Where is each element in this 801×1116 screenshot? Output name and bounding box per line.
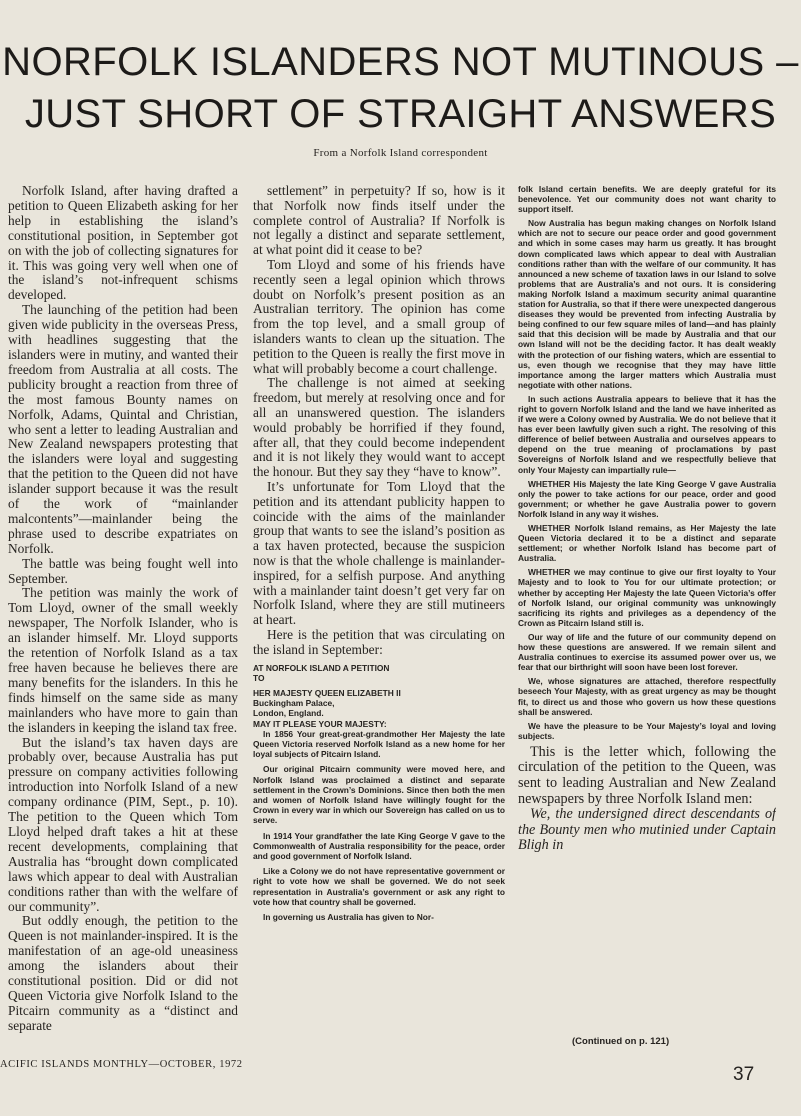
paragraph: Tom Lloyd and some of his friends have recently seen a legal opinion which throws doubt on Norfolk’s present position as an Australian territory. The opinion has come from the top level, and a small group of islanders wants to clean up the situation. The petition to the Queen is really the first move in what will probably become a court challenge. [253,256,505,376]
petition-paragraph: Like a Colony we do not have representative government or right to vote how we shall be governed. We do not seek representation in Australia’s government or ask any right to vote how that country shall be governed. [253,866,505,907]
headline [0,36,801,140]
petition-paragraph: folk Island certain benefits. We are deeply grateful for its benevolence. Yet our community does not want charity to support itself. [518,184,776,215]
article-column-3 [518,184,776,1024]
petition-paragraph: WHETHER His Majesty the late King George V gave Australia only the power to take actions for our peace, order and good government; or whether he gave Australia power to govern Norfolk Island in any way it wishes. [518,478,776,519]
petition-paragraph: WHETHER we may continue to give our first loyalty to Your Majesty and to look to You for our ultimate protection; or whether by accepting Her Majesty the late Queen Victoria’s offer of Norfolk Island, our original community was unknowingly sacrificing its rights and privileges as a dependency of the Crown as Pitcairn Island still is. [518,567,776,628]
headline-line-1: NORFOLK ISLANDERS NOT MUTINOUS – [2,40,799,84]
petition-paragraph: In 1914 Your grandfather the late King George V gave to the Commonwealth of Australia responsibility for the peace, order and good government of Norfolk Island. [253,830,505,861]
paragraph: Norfolk Island, after having drafted a petition to Queen Elizabeth asking for her help in establishing the island’s constitutional position, in September got on with the job of collecting signatures for it. This was going very well when one of the island’s not-infrequent schisms developed. [8,184,238,303]
headline-line-2: JUST SHORT OF STRAIGHT ANSWERS [24,92,777,136]
paragraph: The launching of the petition had been given wide publicity in the overseas Press, with headlines suggesting that the islanders were in mutiny, and wanted their freedom from Australia at all costs. The publicity brought a reaction from three of the most famous Bounty names on Norfolk, Adams, Quintal and Christian, who sent a letter to leading Australian and New Zealand newspapers protesting that the islanders were loyal and suggesting that the petition to the Queen did not have islander support because it was the result of the work of “mainlander malcontents”—mainlander being the phrase used to describe expatriates on Norfolk. [8,302,238,556]
petition-paragraph: Our way of life and the future of our community depend on how these questions are answered. If we remain silent and Australia continues to exercise its assumed power over us, we fear that our birthright will soon have been lost forever. [518,631,776,673]
petition-paragraph: We have the pleasure to be Your Majesty’s loyal and loving subjects. [518,720,776,741]
article-column-2 [253,184,505,1044]
petition-address-line: Buckingham Palace, [253,698,335,709]
petition-paragraph: We, whose signatures are attached, therefore respectfully beseech Your Majesty, with as great urgency as may be thought fit, to direct us and those who govern us how these questions shall be answered. [518,676,776,717]
letter-quote: We, the undersigned direct descendants of the Bounty men who mutinied under Captain Bligh in [518,806,776,854]
petition-paragraph: Our original Pitcairn community were moved here, and Norfolk Island was proclaimed a distinct and separate settlement in the Crown’s Dominions. Since then both the men and women of Norfolk Island have willingly fought for the Crown in every war in which our Sovereign has called on us to serve. [253,764,505,826]
petition-heading: AT NORFOLK ISLAND A PETITION [253,662,390,673]
byline: From a Norfolk Island correspondent [313,147,488,159]
petition-paragraph: WHETHER Norfolk Island remains, as Her Majesty the late Queen Victoria declared it to be a distinct and separate settlement; or whether Norfolk Island has become part of Australia. [518,523,776,564]
paragraph: The petition was mainly the work of Tom Lloyd, owner of the small weekly newspaper, The Norfolk Islander, who is an islander himself. Mr. Lloyd supports the retention of Norfolk Island as a tax free haven because he believes there are many benefits for the islanders. In this he finds himself on the same side as many mainlanders who have more to gain than the islanders in keeping the island tax free. [8,585,238,735]
paragraph: settlement” in perpetuity? If so, how is it that Norfolk now finds itself under the complete control of Australia? If Norfolk is not legally a distinct and separate settlement, at what point did it cease to be? [253,184,505,258]
article-column-1 [8,184,238,1044]
petition-paragraph: In such actions Australia appears to believe that it has the right to govern Norfolk Island and the land we have inherited as if we were a Colony owned by Australia. We do not believe that it has ever been lawfully given such a right. The resolving of this difference of belief between Australia and ourselves appears to depend on the true meaning of proclamations by past Sovereigns of Norfolk Island and we respectfully believe that only Your Majesty can impartially rule— [518,393,776,475]
petition-paragraph: In governing us Australia has given to Nor- [263,911,434,922]
petition-addressee: HER MAJESTY QUEEN ELIZABETH II [253,687,401,698]
paragraph: This is the letter which, following the circulation of the petition to the Queen, was sent to leading Australian and New Zealand newspapers by three Norfolk Island men: [518,743,776,807]
paragraph: The challenge is not aimed at seeking freedom, but merely at resolving once and for all an unanswered question. The islanders would probably be horrified if they found, after all, that they could become independent and it is not likely they would want to accept the honour. But they say they “have to know”. [253,375,505,480]
paragraph: But oddly enough, the petition to the Queen is not mainlander-inspired. It is the manifestation of an age-old uneasiness among the islanders about their constitutional position. Did or did not Queen Victoria give Norfolk Island to the Pitcairn community as a “distinct and separate [8,913,238,1033]
paragraph: Here is the petition that was circulating on the island in September: [253,626,505,657]
footer-issue-line: ACIFIC ISLANDS MONTHLY—OCTOBER, 1972 [0,1059,243,1070]
paragraph: It’s unfortunate for Tom Lloyd that the petition and its attendant publicity happen to coincide with the aims of the mainlander group that wants to see the island’s position as a tax haven protected, because the suspicion now is that the whole challenge is mainlander-inspired, for a selfish purpose. And anything with a mainlander taint doesn’t get very far on Norfolk Island, where they are still mutineers at heart. [253,478,505,628]
paragraph: The battle was being fought well into September. [8,555,238,586]
petition-to: TO [253,672,265,683]
petition-paragraph: In 1856 Your great-great-grandmother Her Majesty the late Queen Victoria reserved Norfolk Island as a new home for her loyal subjects of Pitcairn Island. [253,728,505,760]
petition-address-line: London, England. [253,708,324,719]
petition-salutation: MAY IT PLEASE YOUR MAJESTY: [253,718,387,729]
paragraph: But the island’s tax haven days are probably over, because Australia has put pressure on company activities following introduction into Norfolk Island of a new company ordinance (PIM, Sept., p. 10). The petition to the Queen which Tom Lloyd helped draft takes a hit at these recent developments, complaining that Australia has “brought down complicated laws which appear to deal with Australian conditions rather than with the welfare of our community”. [8,734,238,914]
page-number: 37 [733,1064,755,1085]
petition-paragraph: Now Australia has begun making changes on Norfolk Island which are not to secure our peace order and good government and which in some cases may harm us greatly. It has brought down complicated laws which appear to deal with Australian conditions rather than with the welfare of our community. It has announced a new scheme of taxation laws in our Island to solve problems that are Australia’s and not ours. It is considering making Norfolk Island a maximum security animal quarantine station for Australia, so that if there were unexpected dangerous diseases they would be prevented from infecting Australia by being confined to our few square miles of land—and has plainly said that this decision will be made by Australia and that our own Island will not be the deciding factor. It has dealt weakly with the protection of our fishing waters, which are essential to us, even though we recognise that they may have little importance among the larger matters which Australia must negotiate with other nations. [518,218,776,390]
continued-note: (Continued on p. 121) [572,1036,670,1047]
